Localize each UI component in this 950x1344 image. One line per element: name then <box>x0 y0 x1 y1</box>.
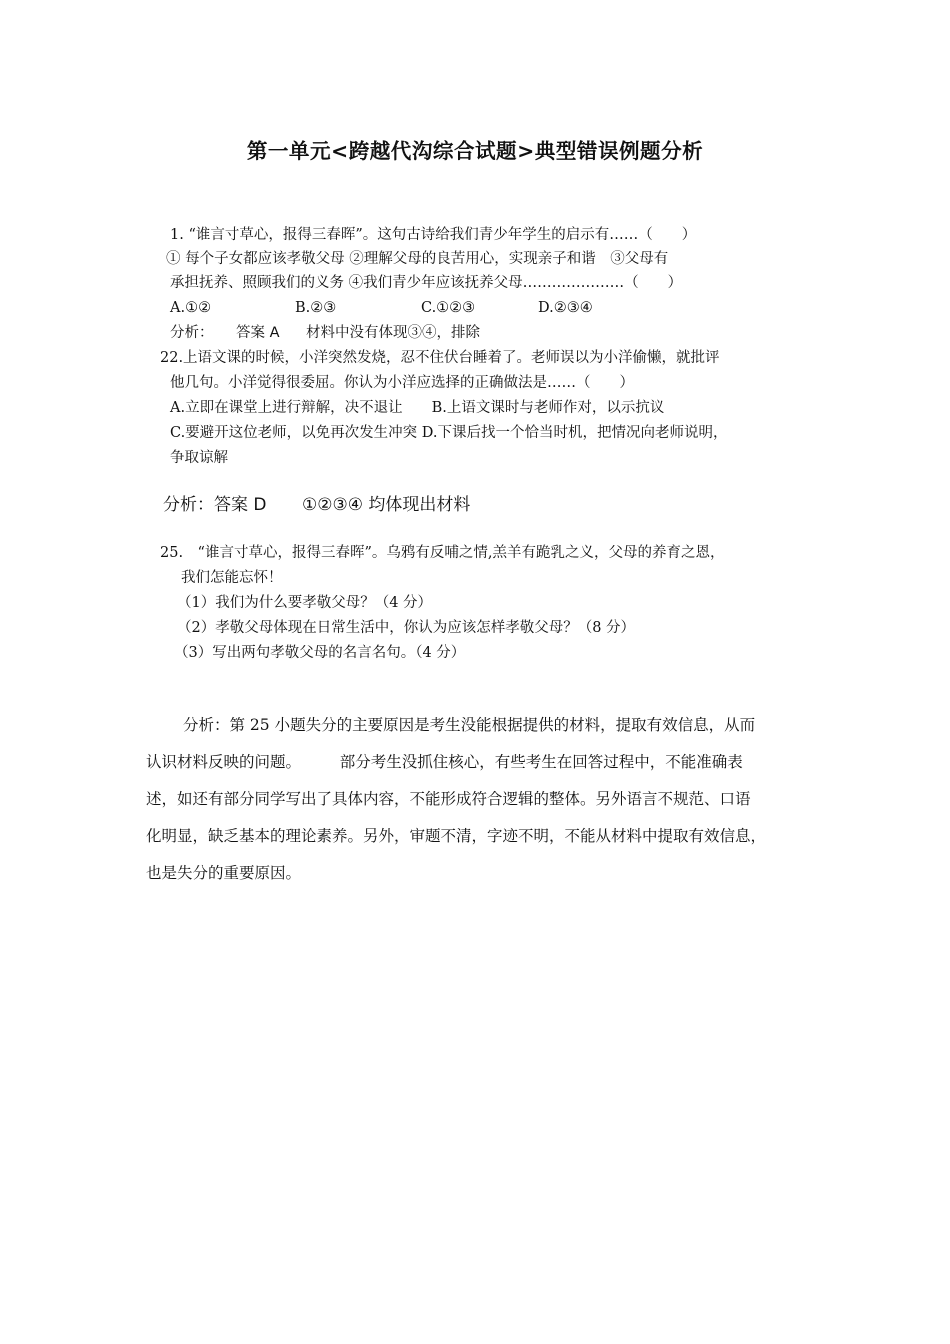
q1-option-d: D.②③④ <box>538 300 593 316</box>
q1-answer: 答案 A <box>236 325 280 341</box>
q1-option-a: A.①② <box>170 300 212 316</box>
q22-options-line-3: 争取谅解 <box>170 450 228 466</box>
q22-stem-line-1: 22.上语文课的时候，小洋突然发烧，忍不住伏台睡着了。老师误以为小洋偷懒，就批评 <box>160 350 720 366</box>
q22-stem-line-2: 他几句。小洋觉得很委屈。你认为小洋应选择的正确做法是……（ ） <box>170 375 634 391</box>
q1-option-c: C.①②③ <box>421 300 476 316</box>
q25-subquestion-2: （2）孝敬父母体现在日常生活中，你认为应该怎样孝敬父母？（8 分） <box>177 620 636 636</box>
document-title: 第一单元<跨越代沟综合试题>典型错误例题分析 <box>246 139 704 163</box>
q1-analysis-text: 材料中没有体现③④，排除 <box>306 325 480 341</box>
analysis-line-3: 述，如还有部分同学写出了具体内容，不能形成符合逻辑的整体。另外语言不规范、口语 <box>146 790 751 808</box>
q25-stem-line-1: 25. “谁言寸草心，报得三春晖”。乌鸦有反哺之情,羔羊有跪乳之义，父母的养育之恩， <box>160 545 725 561</box>
q1-option-b: B.②③ <box>295 300 337 316</box>
q1-choices-line-2: 承担抚养、照顾我们的义务 ④我们青少年应该抚养父母…………………（ ） <box>170 275 683 291</box>
q25-subquestion-3: （3）写出两句孝敬父母的名言名句。（4 分） <box>174 645 466 661</box>
q22-options-line-1: A.立即在课堂上进行辩解，决不退让 B.上语文课时与老师作对，以示抗议 <box>170 400 665 416</box>
q1-choices-line-1: ① 每个子女都应该孝敬父母 ②理解父母的良苦用心，实现亲子和谐 ③父母有 <box>166 251 669 267</box>
q22-analysis-label: 分析：答案 D <box>163 495 267 515</box>
q1-analysis-label: 分析： <box>170 325 214 341</box>
analysis-line-1: 分析：第 25 小题失分的主要原因是考生没能根据提供的材料，提取有效信息，从而 <box>183 716 756 734</box>
q25-subquestion-1: （1）我们为什么要孝敬父母？（4 分） <box>177 595 433 611</box>
analysis-line-2: 认识材料反映的问题。 部分考生没抓住核心，有些考生在回答过程中，不能准确表 <box>146 753 743 771</box>
q25-stem-line-2: 我们怎能忘怀！ <box>181 570 283 586</box>
q1-stem: 1. “谁言寸草心，报得三春晖”。这句古诗给我们青少年学生的启示有……（ ） <box>170 227 697 243</box>
analysis-line-5: 也是失分的重要原因。 <box>146 864 302 882</box>
q22-analysis-text: ①②③④ 均体现出材料 <box>302 495 471 515</box>
analysis-line-4: 化明显，缺乏基本的理论素养。另外，审题不清，字迹不明，不能从材料中提取有效信息， <box>146 827 767 845</box>
q22-options-line-2: C.要避开这位老师，以免再次发生冲突 D.下课后找一个恰当时机，把情况向老师说明， <box>170 425 728 441</box>
